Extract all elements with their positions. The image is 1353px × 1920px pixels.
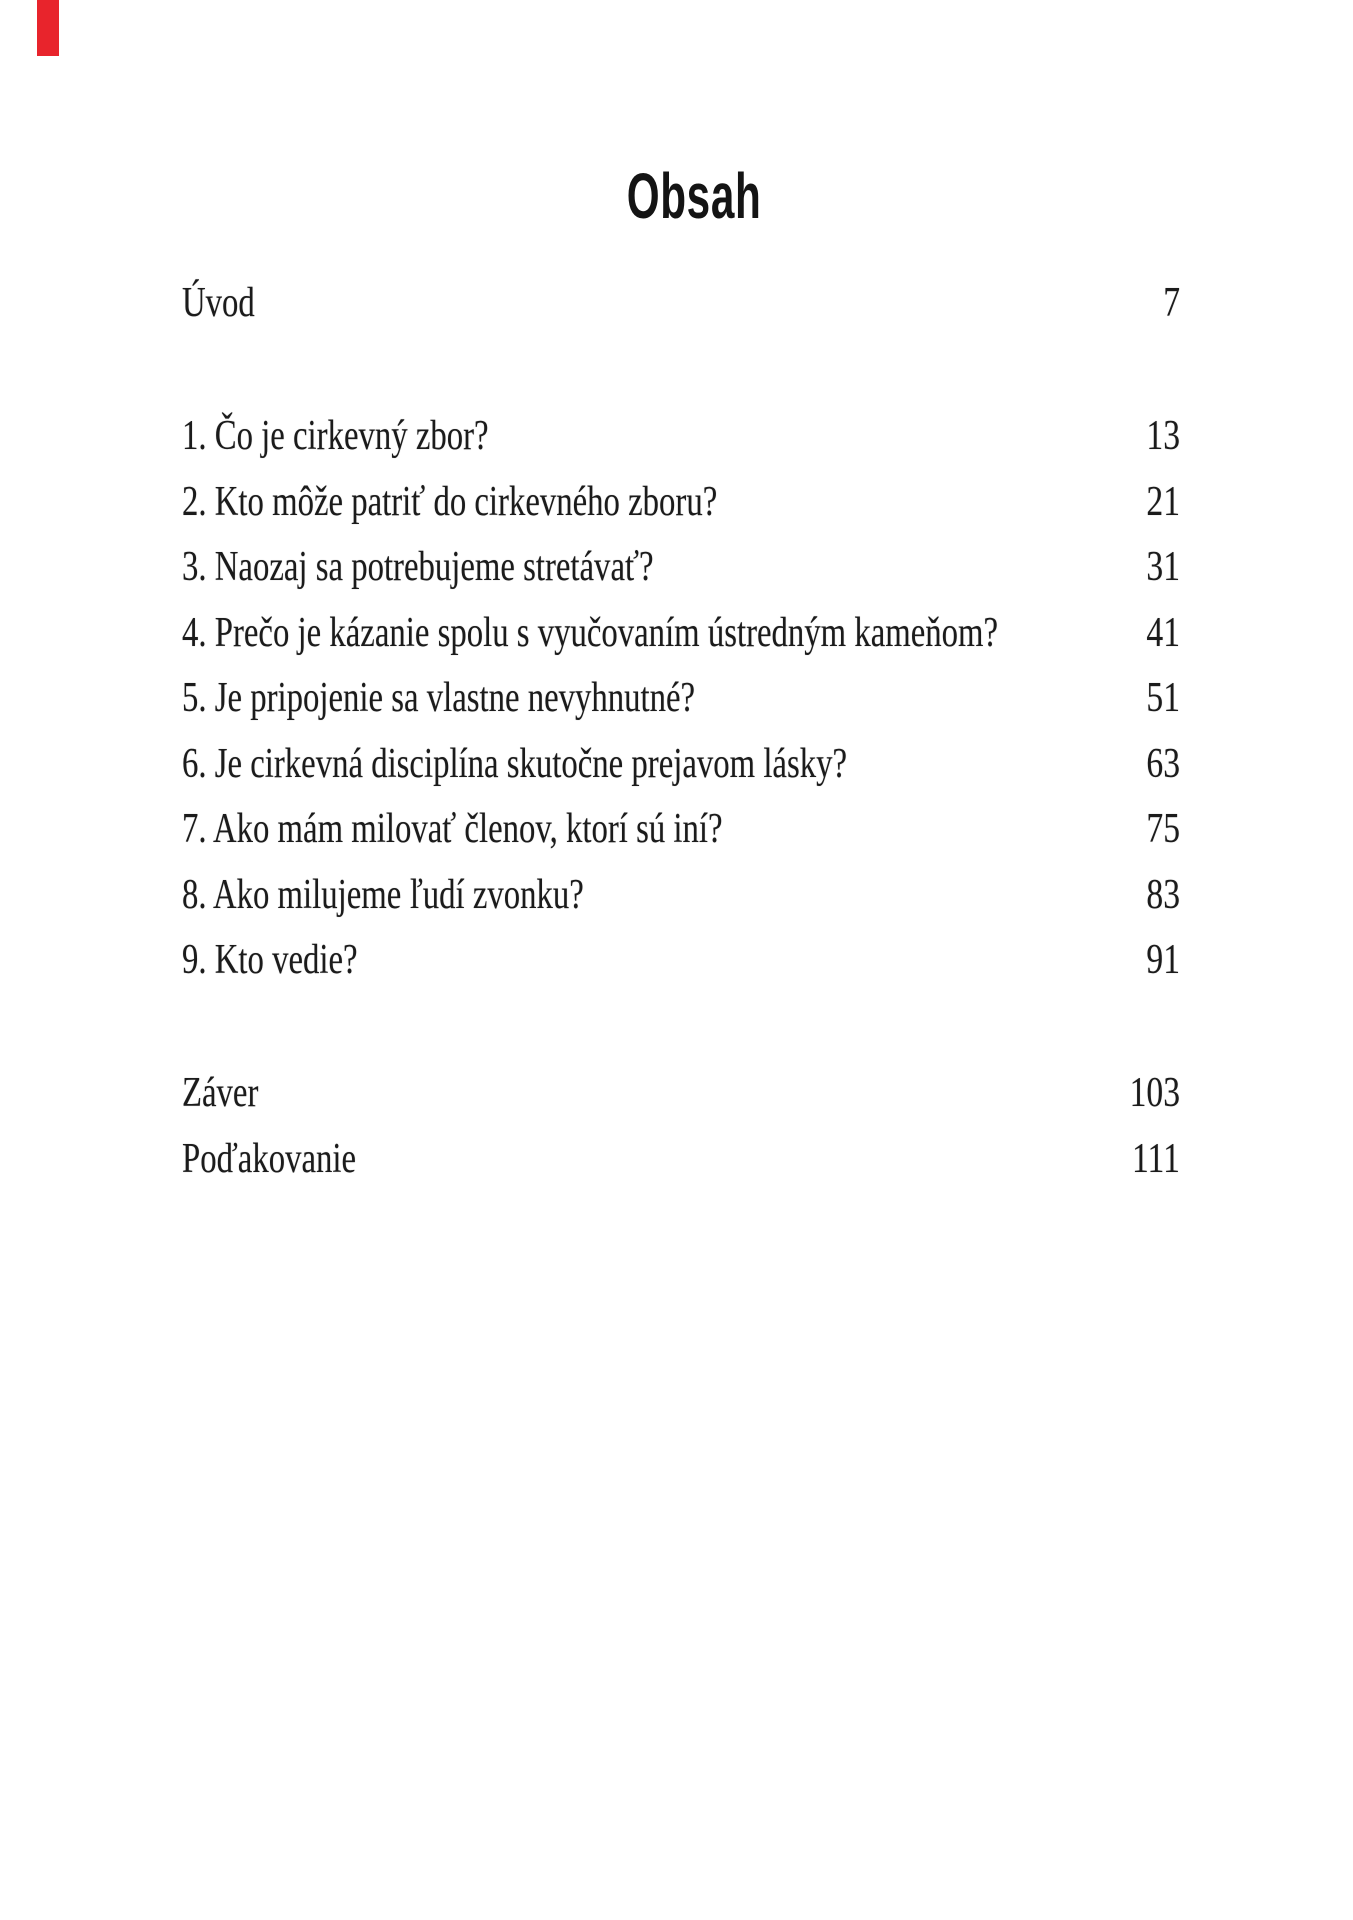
toc-outro-group: [182, 1072, 1180, 1203]
entry-page-number: 75: [1146, 806, 1180, 852]
entry-title: Poďakovanie: [182, 1135, 357, 1182]
page-title: [35, 160, 1353, 232]
entry-page-number: 63: [1146, 740, 1180, 787]
toc-row-chapter-1: [182, 415, 1180, 481]
entry-page-number: 111: [1132, 1135, 1180, 1182]
entry-title: Úvod: [182, 280, 255, 326]
entry-page-number: 21: [1146, 478, 1180, 525]
entry-title: 7. Ako mám milovať členov, ktorí sú iní?: [182, 806, 723, 852]
entry-title: 8. Ako milujeme ľudí zvonku?: [182, 871, 584, 918]
toc-row-chapter-7: [182, 808, 1180, 874]
entry-title: 5. Je pripojenie sa vlastne nevyhnutné?: [182, 675, 696, 721]
entry-page-number: 103: [1129, 1070, 1180, 1116]
toc-row-chapter-4: [182, 609, 1180, 678]
entry-title: 2. Kto môže patriť do cirkevného zboru?: [182, 478, 718, 525]
toc-row-chapter-3: [182, 546, 1180, 612]
toc-row-chapter-5: [182, 677, 1180, 743]
entry-page-number: 13: [1146, 413, 1180, 459]
toc-row-zaver: [182, 1072, 1180, 1138]
entry-page-number: 91: [1146, 937, 1180, 983]
entry-title: Záver: [182, 1070, 259, 1116]
entry-page-number: 31: [1146, 544, 1180, 590]
toc-row-chapter-9: [182, 939, 1180, 1005]
toc-chapter-group: [182, 415, 1180, 1005]
toc-row-chapter-6: [182, 740, 1180, 809]
toc-row-uvod: [182, 282, 1180, 348]
entry-page-number: 41: [1146, 609, 1180, 656]
entry-title: 9. Kto vedie?: [182, 937, 358, 983]
page-title-text: Obsah: [626, 160, 762, 232]
toc-row-chapter-8: [182, 871, 1180, 940]
entry-page-number: 51: [1146, 675, 1180, 721]
toc-row-chapter-2: [182, 478, 1180, 547]
red-scan-mark: [37, 0, 59, 56]
entry-page-number: 83: [1146, 871, 1180, 918]
table-of-contents: [182, 282, 1180, 1203]
entry-title: 1. Čo je cirkevný zbor?: [182, 413, 489, 459]
entry-title: 3. Naozaj sa potrebujeme stretávať?: [182, 544, 654, 590]
entry-title: 4. Prečo je kázanie spolu s vyučovaním ústredným kameňom?: [182, 609, 999, 656]
toc-row-podakovanie: [182, 1135, 1180, 1204]
entry-title: 6. Je cirkevná disciplína skutočne prejavom lásky?: [182, 740, 848, 787]
entry-page-number: 7: [1163, 280, 1180, 326]
